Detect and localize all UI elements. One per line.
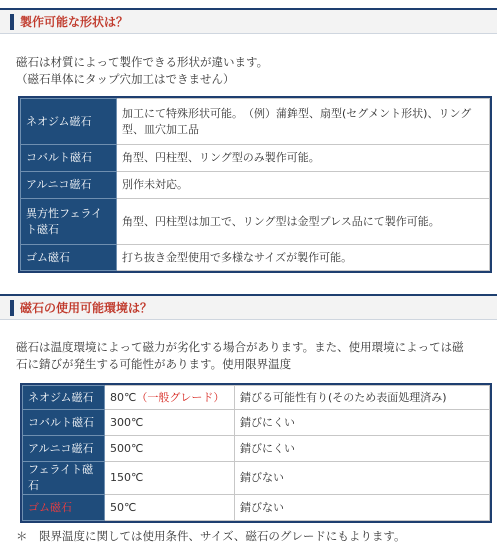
section-title: 磁石の使用可能環境は？ <box>20 301 153 315</box>
temperature-table <box>22 385 490 521</box>
row-label: ネオジム磁石 <box>23 386 105 410</box>
header-marker <box>10 300 14 316</box>
table-row <box>23 386 490 410</box>
row-label: ゴム磁石 <box>21 245 117 271</box>
table-row <box>21 199 490 245</box>
rust-cell: 錆びにくい <box>235 436 490 462</box>
temperature-cell <box>105 386 235 410</box>
table-row <box>21 99 490 145</box>
environment-line: 磁石は温度環境によって磁力が劣化する場合があります。また、使用環境によっては磁 <box>16 340 464 354</box>
intro-line: 磁石は材質によって製作できる形状が違います。 <box>16 55 269 69</box>
temperature-cell: 500℃ <box>105 436 235 462</box>
intro-text <box>16 54 488 88</box>
row-value: 打ち抜き金型使用で多様なサイズが製作可能。 <box>117 245 490 271</box>
environment-text <box>16 339 488 373</box>
shape-table <box>20 98 490 271</box>
footnote: ＊ 限界温度に関しては使用条件、サイズ、磁石のグレードにもよります。 <box>16 529 406 543</box>
section-header-shapes <box>0 8 497 34</box>
row-label: コバルト磁石 <box>21 145 117 172</box>
grade-note: （一般グレード） <box>136 390 225 404</box>
row-value: 加工にて特殊形状可能。 （例）蒲鉾型、扇型(セグメント形状)、リング型、皿穴加工品 <box>117 99 490 145</box>
rust-cell: 錆びない <box>235 462 490 495</box>
row-label: コバルト磁石 <box>23 410 105 436</box>
table-row <box>21 172 490 199</box>
environment-line: 石に錆びが発生する可能性があります。使用限界温度 <box>16 357 292 371</box>
rust-cell: 錆びにくい <box>235 410 490 436</box>
section-title: 製作可能な形状は？ <box>20 15 129 29</box>
row-label: フェライト磁石 <box>23 462 105 495</box>
table-row <box>23 410 490 436</box>
table-row <box>23 462 490 495</box>
temperature-cell: 150℃ <box>105 462 235 495</box>
intro-line: （磁石単体にタップ穴加工はできません） <box>16 72 235 86</box>
table-row <box>21 245 490 271</box>
row-label: アルニコ磁石 <box>23 436 105 462</box>
row-value: 別作未対応。 <box>117 172 490 199</box>
section-header-environment <box>0 294 497 320</box>
row-label: アルニコ磁石 <box>21 172 117 199</box>
row-value: 角型、円柱型、リング型のみ製作可能。 <box>117 145 490 172</box>
row-label: ゴム磁石 <box>23 495 105 521</box>
temperature-cell: 300℃ <box>105 410 235 436</box>
temperature-value: 80℃ <box>110 390 137 404</box>
temperature-cell: 50℃ <box>105 495 235 521</box>
table-row <box>21 145 490 172</box>
header-marker <box>10 14 14 30</box>
row-label: 異方性フェライト磁石 <box>21 199 117 245</box>
table-row <box>23 495 490 521</box>
row-label: ネオジム磁石 <box>21 99 117 145</box>
table-row <box>23 436 490 462</box>
row-value: 角型、円柱型は加工で、リング型は金型プレス品にて製作可能。 <box>117 199 490 245</box>
rust-cell: 錆びない <box>235 495 490 521</box>
rust-cell: 錆びる可能性有り(そのため表面処理済み) <box>235 386 490 410</box>
